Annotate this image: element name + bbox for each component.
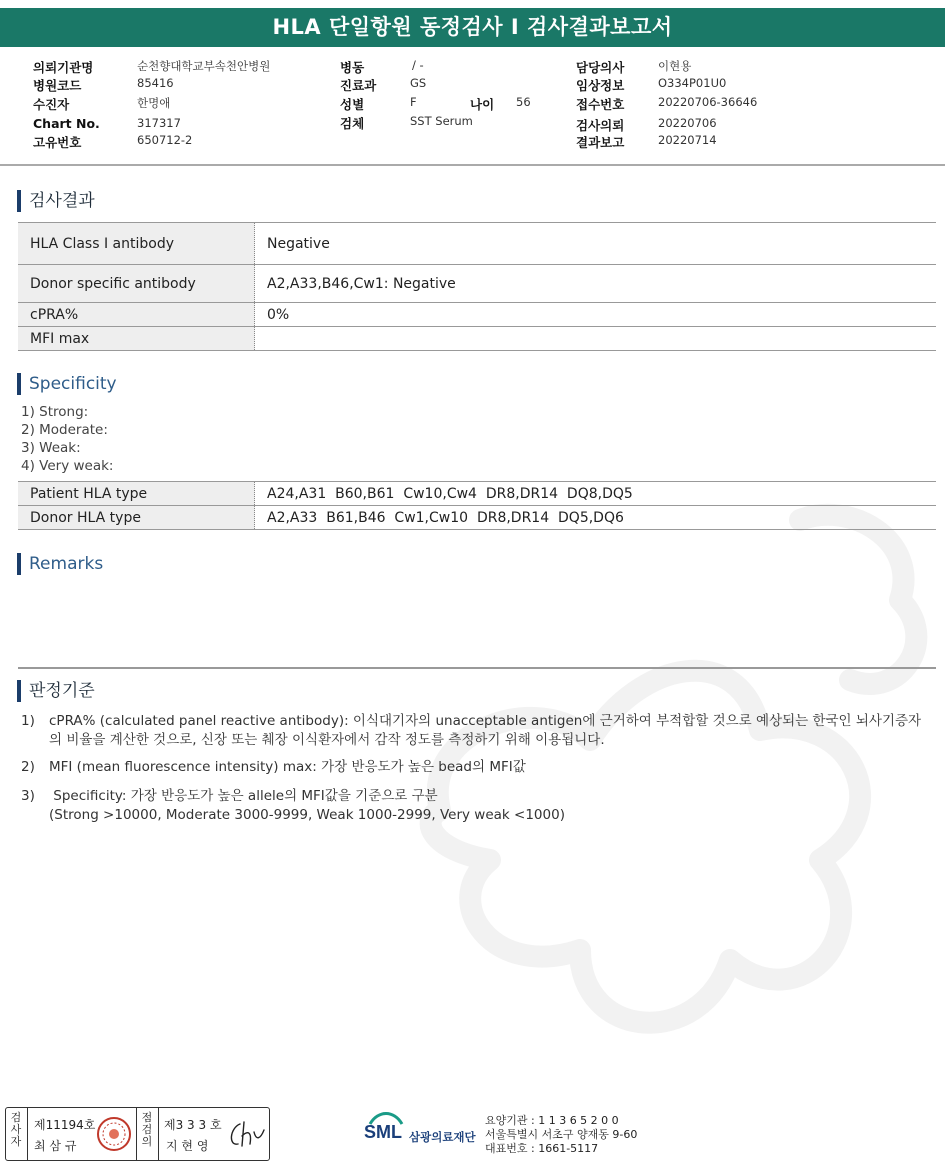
row-value: 0%	[255, 303, 937, 327]
row-label: cPRA%	[18, 303, 255, 327]
table-row	[18, 482, 936, 506]
list-item: 4) Very weak:	[21, 458, 114, 474]
age-value: 56	[516, 95, 531, 109]
criteria-heading: 판정기준	[17, 680, 95, 702]
institution-value: 순천향대학교부속천안병원	[137, 59, 271, 73]
clinical-label: 임상정보	[576, 78, 625, 93]
signature-graphic	[226, 1118, 266, 1150]
criteria-item	[21, 787, 931, 827]
list-item: 1) Strong:	[21, 404, 89, 420]
specificity-heading: Specificity	[17, 373, 117, 395]
request-label: 검사의뢰	[576, 118, 625, 133]
receipt-label: 접수번호	[576, 97, 625, 112]
hospital-code-value: 85416	[137, 76, 174, 90]
org-address: 서울특별시 서초구 양재동 9-60	[485, 1128, 638, 1141]
examiner-number: 제11194호	[34, 1118, 96, 1132]
hospital-code-label: 병원코드	[33, 78, 82, 93]
list-item: 3) Weak:	[21, 440, 81, 456]
ward-value: / -	[412, 58, 424, 72]
table-row	[18, 506, 936, 530]
table-row	[18, 265, 936, 303]
hla-type-table	[18, 481, 936, 530]
row-value: A2,A33 B61,B46 Cw1,Cw10 DR8,DR14 DQ5,DQ6	[255, 506, 937, 530]
criteria-item	[21, 758, 931, 778]
institution-label: 의뢰기관명	[33, 60, 94, 75]
sex-value: F	[410, 95, 417, 109]
patient-label: 수진자	[33, 97, 70, 112]
unique-label: 고유번호	[33, 135, 82, 150]
org-name: 삼광의료재단	[409, 1130, 476, 1144]
examiner-label: 검사자	[10, 1111, 22, 1148]
age-label: 나이	[470, 97, 495, 112]
row-value: A24,A31 B60,B61 Cw10,Cw4 DR8,DR14 DQ8,DQ5	[255, 482, 937, 506]
ward-label: 병동	[340, 60, 365, 75]
row-value: A2,A33,B46,Cw1: Negative	[255, 265, 937, 303]
row-label: Donor HLA type	[18, 506, 255, 530]
criteria-number: 2)	[21, 759, 35, 775]
reviewer-name: 지 현 영	[166, 1139, 209, 1153]
reviewer-number: 제3 3 3 호	[164, 1118, 222, 1132]
row-value: Negative	[255, 223, 937, 265]
patient-info	[0, 54, 945, 164]
table-row	[18, 327, 936, 351]
report-value: 20220714	[658, 133, 717, 147]
row-value	[255, 327, 937, 351]
org-code: 요양기관 : 1 1 3 6 5 2 0 0	[485, 1114, 619, 1127]
chart-value: 317317	[137, 116, 181, 130]
org-contact	[485, 1114, 637, 1156]
logo-text: SML	[364, 1122, 402, 1142]
row-label: Donor specific antibody	[18, 265, 255, 303]
unique-value: 650712-2	[137, 133, 193, 147]
table-row	[18, 303, 936, 327]
criteria-number: 1)	[21, 713, 35, 729]
list-item: 2) Moderate:	[21, 422, 108, 438]
signature-box	[5, 1107, 270, 1161]
divider	[158, 1108, 159, 1160]
doctor-value: 이현용	[658, 59, 692, 73]
dept-value: GS	[410, 76, 427, 90]
criteria-text: cPRA% (calculated panel reactive antibody): 이식대기자의 unacceptable antigen에 근거하여 부적합할 것으로 예상되는 한국인 뇌사기증자의 비율을 계산한 것으로, 신장 또는 췌장 이식환자에서 감작 정도를 측정하기 위해 이용됩니다.	[49, 713, 922, 748]
criteria-item	[21, 712, 931, 752]
org-phone: 대표번호 : 1661-5117	[485, 1142, 599, 1155]
sex-label: 성별	[340, 97, 365, 112]
specificity-list	[21, 403, 113, 475]
divider	[136, 1108, 137, 1160]
criteria-text: Specificity: 가장 반응도가 높은 allele의 MFI값을 기준으로 구분	[49, 788, 438, 804]
chart-label: Chart No.	[33, 116, 100, 131]
criteria-text-detail: (Strong >10000, Moderate 3000-9999, Weak 1000-2999, Very weak <1000)	[49, 807, 565, 823]
patient-value: 한명애	[137, 96, 171, 110]
doctor-label: 담당의사	[576, 60, 625, 75]
specimen-label: 검체	[340, 116, 365, 131]
receipt-value: 20220706-36646	[658, 95, 758, 109]
row-label: HLA Class I antibody	[18, 223, 255, 265]
results-table	[18, 222, 936, 351]
info-divider	[0, 164, 945, 166]
examiner-name: 최 삼 규	[34, 1139, 77, 1153]
row-label: Patient HLA type	[18, 482, 255, 506]
divider	[27, 1108, 28, 1160]
remarks-divider	[18, 667, 936, 669]
specimen-value: SST Serum	[410, 114, 473, 128]
report-label: 결과보고	[576, 135, 625, 150]
table-row	[18, 223, 936, 265]
request-value: 20220706	[658, 116, 717, 130]
report-title: HLA 단일항원 동정검사 I 검사결과보고서	[0, 8, 945, 47]
reviewer-label: 점검의	[141, 1111, 153, 1148]
criteria-number: 3)	[21, 788, 35, 804]
clinical-value: O334P01U0	[658, 76, 727, 90]
row-label: MFI max	[18, 327, 255, 351]
criteria-text: MFI (mean fluorescence intensity) max: 가장 반응도가 높은 bead의 MFI값	[49, 759, 526, 775]
remarks-heading: Remarks	[17, 553, 103, 575]
results-heading: 검사결과	[17, 190, 95, 212]
dept-label: 진료과	[340, 78, 377, 93]
seal-stamp	[96, 1116, 132, 1152]
